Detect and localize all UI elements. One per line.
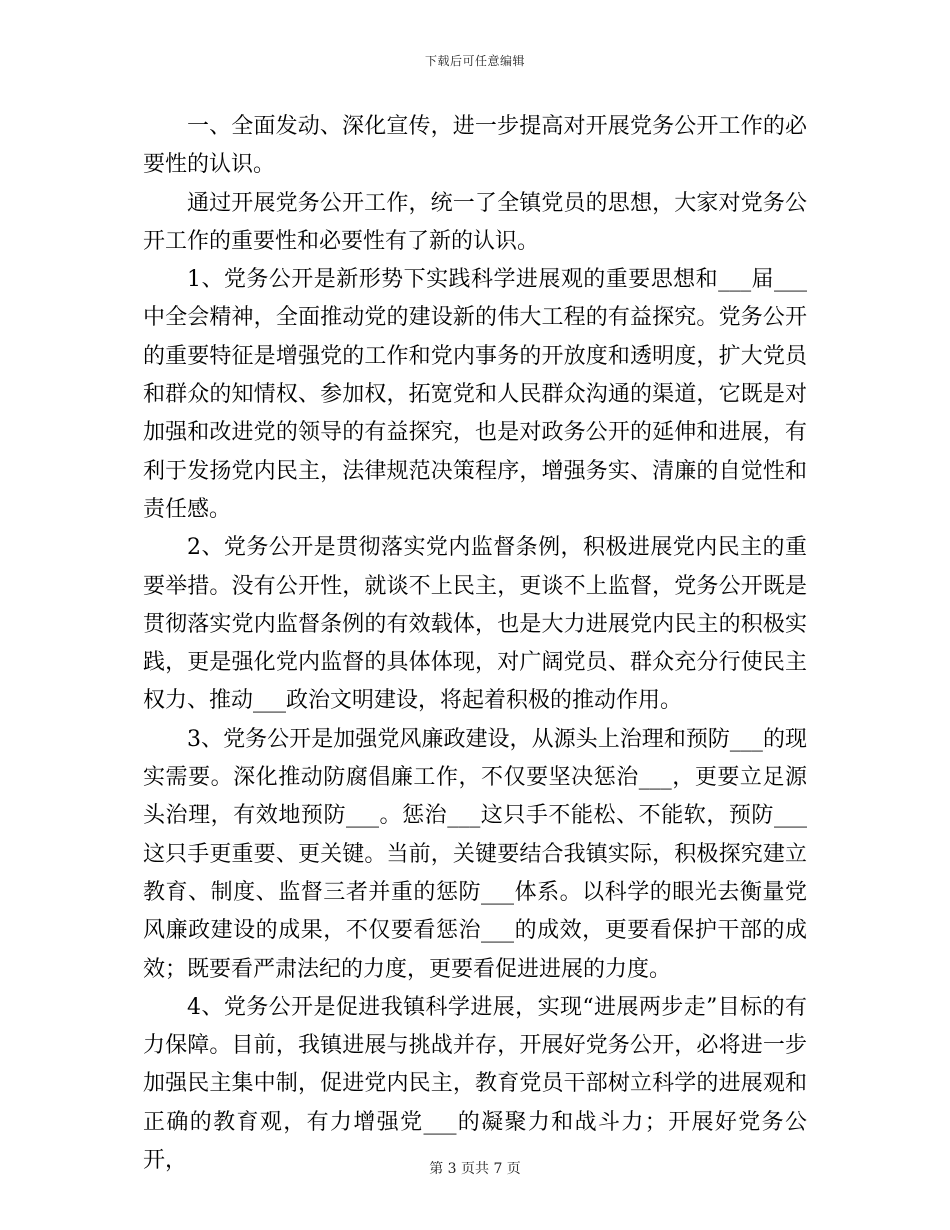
body-paragraph: 2、党务公开是贯彻落实党内监督条例，积极进展党内民主的重要举措。没有公开性，就谈不上民主，更谈不上监督，党务公开既是贯彻落实党内监督条例的有效载体，也是大力进展党内民主的积极实践，更是强化党内监督的具体体现，对广阔党员、群众充分行使民主权力、推动___政治文明建设，将起着积极的推动作用。 — [143, 535, 807, 714]
body-paragraph: 1、党务公开是新形势下实践科学进展观的重要思想和___届___中全会精神，全面推动党的建设新的伟大工程的有益探究。党务公开的重要特征是增强党的工作和党内事务的开放度和透明度，扩大党员和群众的知情权、参加权，拓宽党和人民群众沟通的渠道，它既是对加强和改进党的领导的有益探究，也是对政务公开的延伸和进展，有利于发扬党内民主，法律规范决策程序，增强务实、清廉的自觉性和责任感。 — [143, 267, 807, 522]
body-paragraph: 4、党务公开是促进我镇科学进展，实现“进展两步走”目标的有力保障。目前，我镇进展与挑战并存，开展好党务公开，必将进一步加强民主集中制，促进党内民主，教育党员干部树立科学的进展观和正确的教育观，有力增强党___的凝聚力和战斗力；开展好党务公开， — [143, 994, 807, 1174]
section-heading-paragraph: 一、全面发动、深化宣传，进一步提高对开展党务公开工作的必要性的认识。 — [143, 114, 807, 178]
page-number-footer: 第 3 页共 7 页 — [429, 1161, 521, 1177]
document-body — [143, 108, 807, 1180]
body-paragraph: 通过开展党务公开工作，统一了全镇党员的思想，大家对党务公开工作的重要性和必要性有了新的认识。 — [143, 190, 807, 254]
body-paragraph: 3、党务公开是加强党风廉政建设，从源头上治理和预防___的现实需要。深化推动防腐倡廉工作，不仅要坚决惩治___，更要立足源头治理，有效地预防___。惩治___这只手不能松、不能软，预防___这只手更重要、更关键。当前，关键要结合我镇实际，积极探究建立教育、制度、监督三者并重的惩防___体系。以科学的眼光去衡量党风廉政建设的成果，不仅要看惩治___的成效，更要看保护干部的成效；既要看严肃法纪的力度，更要看促进进展的力度。 — [143, 726, 807, 982]
page-header: 下载后可任意编辑 — [424, 54, 525, 68]
